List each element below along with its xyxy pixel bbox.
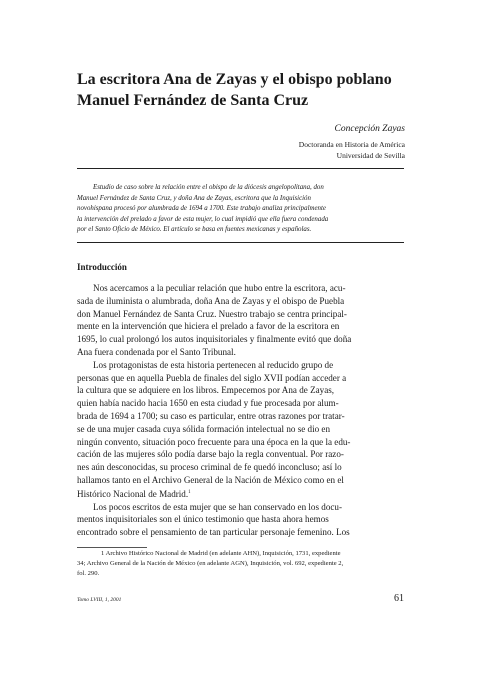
body-line: ningún convento, situación poco frecuente para una época en la que la edu- xyxy=(77,436,351,447)
section-heading: Introducción xyxy=(77,262,127,272)
body-line: mentos inquisitoriales son el único testimonio que hasta ahora hemos xyxy=(77,514,329,525)
author-affiliation xyxy=(299,139,405,161)
title-line-2: Manuel Fernández de Santa Cruz xyxy=(77,92,309,109)
body-line: nes aún desconocidas, su proceso criminal de fe quedó inconcluso; así lo xyxy=(77,462,342,473)
abstract-top-rule xyxy=(77,168,404,169)
affiliation-line-1: Doctoranda en Historia de América xyxy=(298,140,405,149)
footnote-line: fol. 290. xyxy=(77,569,100,577)
abstract xyxy=(77,183,404,236)
affiliation-line-2: Universidad de Sevilla xyxy=(336,151,405,160)
body-line: 1695, lo cual prolongó los autos inquisitoriales y finalmente evitó que doña xyxy=(77,334,352,345)
body-line: la cultura que se adquiere en los libros. Empecemos por Ana de Zayas, xyxy=(77,385,335,396)
body-line: encontrado sobre el pensamiento de tan particular personaje femenino. Los xyxy=(77,527,350,538)
abstract-bottom-rule xyxy=(77,242,404,243)
page-number: 61 xyxy=(394,593,404,604)
body-line: mente en la intervención que hiciera el prelado a favor de la escritora en xyxy=(77,321,340,332)
body-line: quien había nacido hacia 1650 en esta ciudad y fue procesada por alum- xyxy=(77,398,339,409)
body-text xyxy=(77,282,404,539)
body-line: sada de iluminista o alumbrada, doña Ana de Zayas y el obispo de Puebla xyxy=(77,295,345,306)
body-line: Los pocos escritos de esta mujer que se han conservado en los docu- xyxy=(93,501,342,512)
body-line: personas que en aquella Puebla de finales del siglo XVII podían acceder a xyxy=(77,372,347,383)
abstract-line: Estudio de caso sobre la relación entre el obispo de la diócesis angelopolitana, don xyxy=(93,184,324,191)
body-line: brada de 1694 a 1700; su caso es particular, entre otras razones por tratar- xyxy=(77,410,345,421)
body-line: Ana fuera condenada por el Santo Tribunal. xyxy=(77,346,236,357)
body-line: Los protagonistas de esta historia pertenecen al reducido grupo de xyxy=(93,359,334,370)
footnote xyxy=(77,549,404,578)
abstract-line: la intervención del prelado a favor de esta mujer, lo cual impidió que ella fuera condenada xyxy=(77,215,329,223)
abstract-line: novohispana procesó por alumbrada de 1694 a 1700. Este trabajo analiza principalmente xyxy=(77,205,326,212)
body-line: hallamos tanto en el Archivo General de la Nación de México como en el xyxy=(77,474,344,485)
footnote-line: 34; Archivo General de la Nación de México (en adelante AGN), Inquisición, vol. 692, expediente 2, xyxy=(77,559,344,567)
body-line: cación de las mujeres sólo podía darse bajo la regla conventual. Por razo- xyxy=(77,449,344,460)
body-line: se de una mujer casada cuya sólida formación intelectual no se dio en xyxy=(77,423,331,434)
body-line: Nos acercamos a la peculiar relación que hubo entre la escritora, acu- xyxy=(93,283,346,293)
abstract-line: Manuel Fernández de Santa Cruz, y doña Ana de Zayas, escritora que la Inquisición xyxy=(77,194,311,202)
abstract-line: por el Santo Oficio de México. El artículo se basa en fuentes mexicanas y españolas. xyxy=(77,226,312,233)
footnote-reference[interactable]: 1 xyxy=(188,489,191,495)
body-line-text: Histórico Nacional de Madrid. xyxy=(77,488,189,499)
footnote-line: 1 Archivo Histórico Nacional de Madrid (en adelante AHN), Inquisición, 1731, expediente xyxy=(101,550,341,557)
author-name: Concepción Zayas xyxy=(334,124,405,134)
title-line-1: La escritora Ana de Zayas y el obispo poblano xyxy=(77,71,392,88)
journal-issue: Tomo LVIII, 1, 2001 xyxy=(77,597,122,603)
body-line xyxy=(77,487,404,501)
footnote-rule xyxy=(77,547,147,548)
body-line: don Manuel Fernández de Santa Cruz. Nuestro trabajo se centra principal- xyxy=(77,308,347,319)
article-title xyxy=(77,69,437,111)
